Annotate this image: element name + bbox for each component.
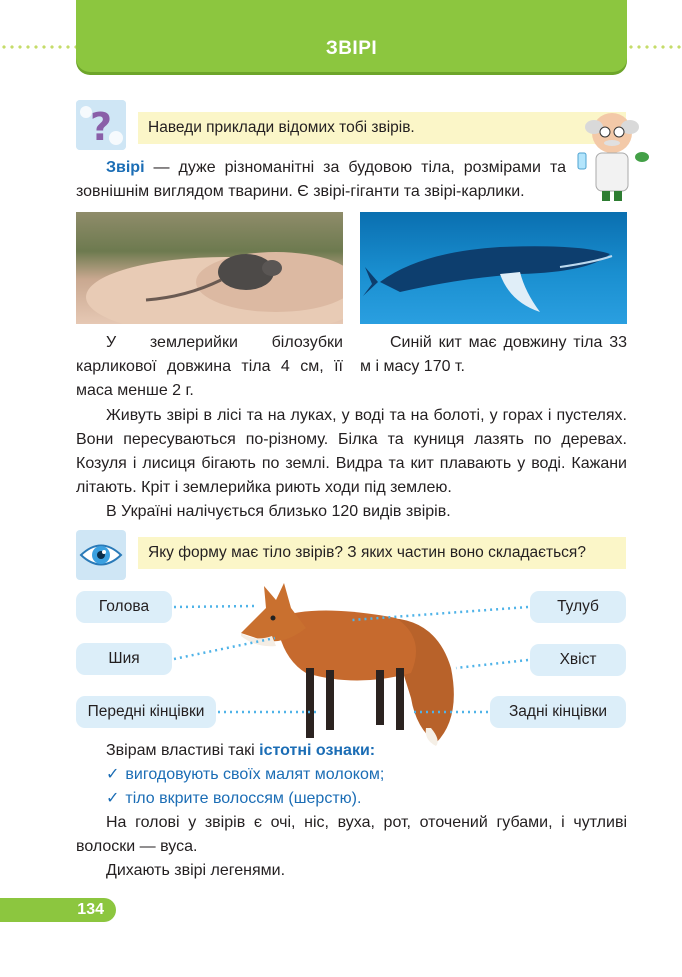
features-term: істотні ознаки:: [259, 742, 376, 759]
species-count-text: В Україні налічується близько 120 видів звірів.: [106, 503, 451, 520]
shrew-caption: У землерийки білозубки карликової довжина тіла 4 см, її маса менше 2 г.: [76, 334, 343, 399]
pointer-trunk: [352, 607, 528, 620]
intro-text: — дуже різноманітні за будовою тіла, розмірами та зовнішнім виглядом тварини. Є звірі-гіганти та звірі-карлики.: [76, 159, 566, 200]
whale-caption: Синій кит має довжину тіла 33 м і масу 170 т.: [360, 334, 627, 375]
habitat-paragraph: Живуть звірі в лісі та на луках, у воді та на болоті, у горах і пустелях. Вони пересуваються по-різному. Білка та куниця лазять по деревах. Козуля і лисиця бігають по землі. Видра та кит плавають у воді. Кажани літають. Кріт і землерийка риють ходи під землею.: [76, 407, 627, 496]
label-hind-limbs: Задні кінцівки: [490, 696, 626, 728]
observe-prompt: Яку форму має тіло звірів? З яких частин воно складається?: [138, 537, 626, 569]
breathing-paragraph: Дихають звірі легенями.: [106, 862, 286, 879]
checkmark-icon: ✓: [106, 766, 120, 783]
feature-text: тіло вкрите волоссям (шерстю).: [125, 790, 362, 807]
head-paragraph: На голові у звірів є очі, ніс, вуха, рот, оточений губами, і чутливі волоски — вуса.: [76, 814, 627, 855]
feature-text: вигодовують своїх малят молоком;: [125, 766, 385, 783]
features-intro-text: Звірам властиві такі: [106, 742, 260, 759]
label-trunk: Тулуб: [530, 591, 626, 623]
checkmark-icon: ✓: [106, 790, 120, 807]
page-number: 134: [0, 898, 116, 922]
question-prompt: Наведи приклади відомих тобі звірів.: [138, 112, 626, 144]
feature-item: [106, 763, 384, 787]
svg-text:?: ?: [89, 105, 113, 149]
label-front-limbs: Передні кінцівки: [76, 696, 216, 728]
features-intro: [76, 739, 627, 763]
label-neck: Шия: [76, 643, 172, 675]
pointer-tail: [456, 660, 528, 668]
label-head: Голова: [76, 591, 172, 623]
feature-item: [106, 787, 361, 811]
intro-term: Звірі: [106, 159, 145, 176]
label-tail: Хвіст: [530, 644, 626, 676]
page-title: ЗВІРІ: [325, 38, 378, 59]
pointer-head: [174, 606, 255, 607]
pointer-neck: [174, 638, 275, 659]
